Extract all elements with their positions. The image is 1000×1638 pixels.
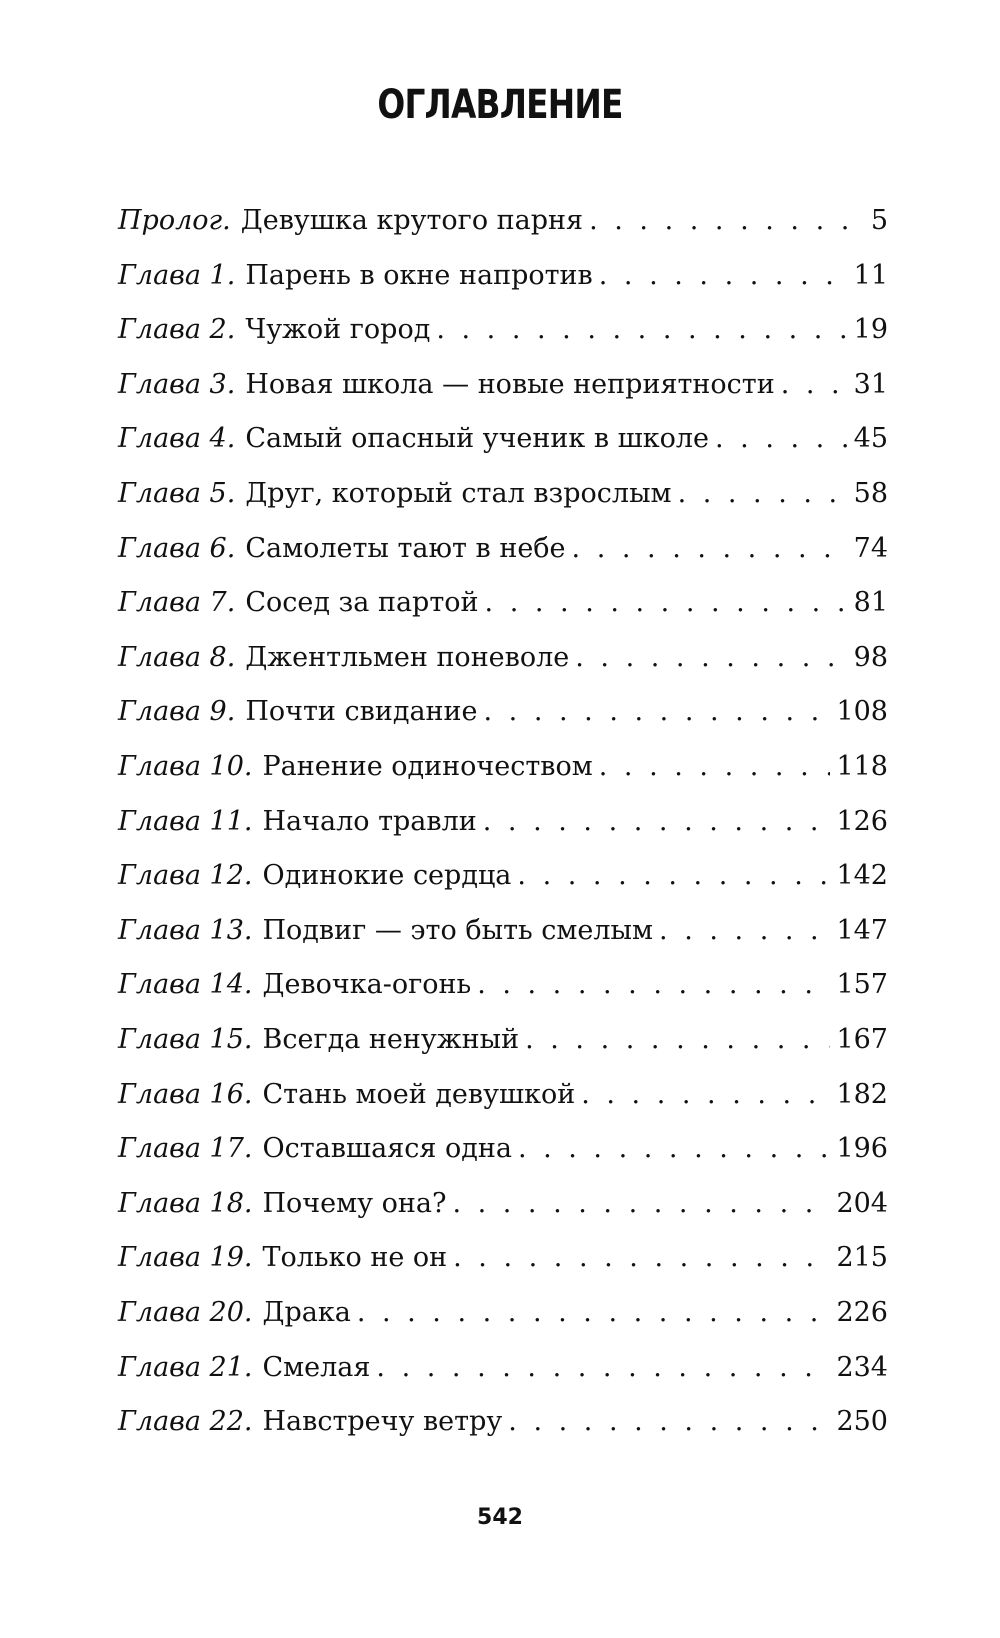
toc-entry bbox=[118, 260, 888, 300]
toc-entry bbox=[118, 915, 888, 955]
page-number: 542 bbox=[477, 1505, 523, 1530]
chapter-label: Глава 22. bbox=[118, 1406, 253, 1438]
chapter-label: Глава 7. bbox=[118, 587, 236, 619]
chapter-label: Глава 16. bbox=[118, 1078, 253, 1110]
chapter-label: Глава 6. bbox=[118, 532, 236, 564]
chapter-page: 234 bbox=[836, 1351, 888, 1383]
dot-leader bbox=[715, 423, 848, 454]
chapter-label: Глава 10. bbox=[118, 751, 253, 782]
chapter-title: Друг, который стал взрослым bbox=[245, 478, 672, 509]
chapter-page: 98 bbox=[853, 641, 888, 673]
dot-leader bbox=[678, 478, 848, 509]
toc-entry bbox=[118, 1024, 888, 1064]
dot-leader bbox=[589, 205, 852, 236]
chapter-label: Глава 21. bbox=[118, 1351, 253, 1383]
dot-leader bbox=[659, 915, 830, 946]
chapter-title: Стань моей девушкой bbox=[262, 1078, 576, 1110]
chapter-label: Глава 20. bbox=[118, 1297, 253, 1328]
chapter-page: 5 bbox=[870, 205, 888, 236]
chapter-page: 250 bbox=[836, 1406, 888, 1438]
toc-entry bbox=[118, 860, 888, 900]
dot-leader bbox=[781, 369, 848, 400]
chapter-label: Глава 9. bbox=[118, 696, 236, 728]
toc-entry bbox=[118, 1406, 888, 1446]
chapter-label: Глава 1. bbox=[118, 259, 236, 291]
toc-entry bbox=[118, 533, 888, 573]
chapter-title: Девочка-огонь bbox=[262, 969, 472, 1001]
toc-entry bbox=[118, 587, 888, 627]
dot-leader bbox=[357, 1297, 831, 1328]
chapter-page: 196 bbox=[836, 1133, 888, 1165]
toc-entry bbox=[118, 642, 888, 682]
chapter-page: 167 bbox=[836, 1024, 888, 1055]
toc-entry bbox=[118, 751, 888, 791]
chapter-title: Начало травли bbox=[262, 805, 477, 837]
dot-leader bbox=[452, 1188, 830, 1219]
chapter-page: 74 bbox=[853, 532, 888, 564]
toc-entry bbox=[118, 806, 888, 846]
dot-leader bbox=[484, 696, 831, 727]
dot-leader bbox=[436, 314, 847, 345]
chapter-page: 215 bbox=[836, 1242, 888, 1274]
dot-leader bbox=[572, 533, 848, 564]
chapter-page: 182 bbox=[836, 1078, 888, 1110]
chapter-title: Ранение одиночеством bbox=[262, 751, 593, 782]
dot-leader bbox=[376, 1352, 830, 1383]
chapter-title: Смелая bbox=[262, 1351, 371, 1383]
dot-leader bbox=[517, 860, 830, 891]
chapter-page: 58 bbox=[853, 478, 888, 509]
dot-leader bbox=[508, 1406, 830, 1437]
chapter-page: 157 bbox=[836, 969, 888, 1001]
toc-entry bbox=[118, 696, 888, 736]
chapter-page: 142 bbox=[836, 860, 888, 892]
chapter-label: Глава 19. bbox=[118, 1242, 253, 1274]
chapter-title: Сосед за партой bbox=[245, 587, 479, 619]
toc-entry bbox=[118, 314, 888, 354]
chapter-label: Глава 5. bbox=[118, 478, 236, 509]
chapter-label: Глава 14. bbox=[118, 969, 253, 1001]
chapter-label: Глава 18. bbox=[118, 1187, 253, 1219]
toc-entry bbox=[118, 205, 888, 245]
dot-leader bbox=[581, 1079, 830, 1110]
chapter-title: Драка bbox=[262, 1297, 351, 1328]
chapter-title: Девушка крутого парня bbox=[240, 205, 584, 236]
chapter-label: Глава 3. bbox=[118, 368, 236, 400]
page-title: ОГЛАВЛЕНИЕ bbox=[377, 82, 623, 128]
dot-leader bbox=[575, 642, 847, 673]
chapter-page: 19 bbox=[853, 314, 888, 346]
chapter-title: Самолеты тают в небе bbox=[245, 532, 566, 564]
toc-entry bbox=[118, 478, 888, 518]
chapter-page: 118 bbox=[836, 751, 888, 782]
chapter-title: Новая школа — новые неприятности bbox=[245, 368, 775, 400]
chapter-page: 147 bbox=[836, 914, 888, 946]
chapter-label: Глава 13. bbox=[118, 914, 253, 946]
toc-entry bbox=[118, 369, 888, 409]
chapter-label: Глава 2. bbox=[118, 314, 236, 346]
toc-entry bbox=[118, 1352, 888, 1392]
toc-entry bbox=[118, 1242, 888, 1282]
chapter-title: Почти свидание bbox=[245, 696, 478, 728]
chapter-title: Подвиг — это быть смелым bbox=[262, 914, 654, 946]
dot-leader bbox=[483, 806, 831, 837]
chapter-label: Глава 11. bbox=[118, 805, 253, 837]
chapter-page: 45 bbox=[853, 423, 888, 455]
dot-leader bbox=[485, 587, 848, 618]
chapter-page: 31 bbox=[853, 368, 888, 400]
dot-leader bbox=[599, 751, 831, 782]
chapter-title: Почему она? bbox=[262, 1187, 447, 1219]
toc-entry bbox=[118, 969, 888, 1009]
chapter-label: Глава 12. bbox=[118, 860, 253, 892]
chapter-title: Оставшаяся одна bbox=[262, 1133, 512, 1165]
chapter-page: 226 bbox=[836, 1297, 888, 1328]
chapter-title: Парень в окне напротив bbox=[245, 259, 593, 291]
chapter-title: Только не он bbox=[262, 1242, 448, 1274]
dot-leader bbox=[599, 260, 848, 291]
chapter-page: 108 bbox=[836, 696, 888, 728]
chapter-label: Пролог. bbox=[118, 205, 231, 236]
chapter-label: Глава 8. bbox=[118, 641, 236, 673]
dot-leader bbox=[518, 1133, 831, 1164]
chapter-title: Всегда ненужный bbox=[262, 1024, 520, 1055]
dot-leader bbox=[477, 969, 830, 1000]
toc-entry bbox=[118, 423, 888, 463]
chapter-title: Одинокие сердца bbox=[262, 860, 512, 892]
chapter-title: Джентльмен поневоле bbox=[245, 641, 570, 673]
chapter-label: Глава 4. bbox=[118, 423, 236, 455]
chapter-page: 126 bbox=[836, 805, 888, 837]
dot-leader bbox=[525, 1024, 830, 1055]
chapter-title: Навстречу ветру bbox=[262, 1406, 503, 1438]
chapter-title: Чужой город bbox=[245, 314, 431, 346]
chapter-page: 81 bbox=[853, 587, 888, 619]
toc-entry bbox=[118, 1079, 888, 1119]
dot-leader bbox=[453, 1242, 830, 1273]
chapter-page: 204 bbox=[836, 1187, 888, 1219]
chapter-page: 11 bbox=[853, 259, 888, 291]
chapter-title: Самый опасный ученик в школе bbox=[245, 423, 709, 455]
toc-entry bbox=[118, 1188, 888, 1228]
toc-entry bbox=[118, 1297, 888, 1337]
toc-entry bbox=[118, 1133, 888, 1173]
chapter-label: Глава 15. bbox=[118, 1024, 253, 1055]
chapter-label: Глава 17. bbox=[118, 1133, 253, 1165]
